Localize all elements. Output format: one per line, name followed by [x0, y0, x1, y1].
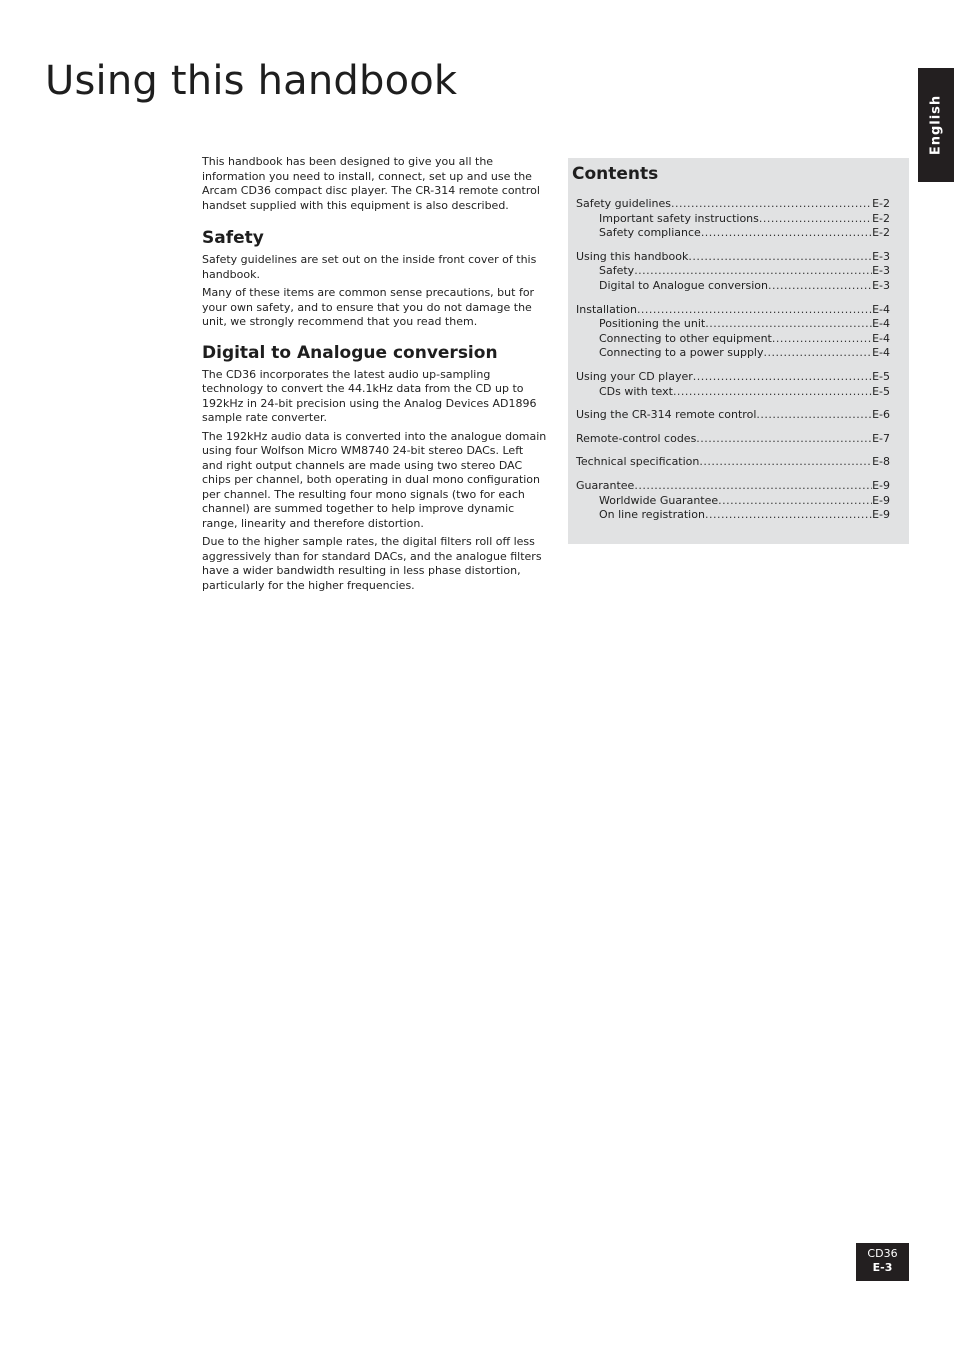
- toc-entry[interactable]: [576, 303, 890, 318]
- toc-entry-label: Connecting to a power supply: [599, 346, 764, 360]
- toc-entry[interactable]: [576, 370, 890, 385]
- toc-group: [576, 303, 890, 361]
- dac-paragraph: The CD36 incorporates the latest audio up-sampling technology to convert the 44.1kHz data from the CD up to 192kHz in 24-bit precision using the Analog Devices AD1896 sample rate converter.: [202, 367, 537, 424]
- contents-title: Contents: [572, 164, 659, 184]
- toc-leader-dots: [701, 226, 872, 241]
- toc-subentry[interactable]: [576, 317, 890, 332]
- toc-group: [576, 250, 890, 294]
- toc-group: [576, 197, 890, 241]
- toc-entry-page: E-5: [872, 369, 890, 383]
- footer-model: CD36: [867, 1247, 898, 1260]
- toc-entry-page: E-9: [872, 478, 890, 492]
- language-tab-label: English: [928, 94, 944, 156]
- toc-entry-label: Using the CR-314 remote control: [576, 408, 757, 422]
- toc-entry[interactable]: [576, 408, 890, 423]
- language-tab: [918, 68, 954, 182]
- toc-entry-page: E-8: [872, 455, 890, 469]
- safety-paragraph: Safety guidelines are set out on the inside front cover of this handbook.: [202, 253, 537, 281]
- footer-page-number: E-3: [872, 1261, 893, 1274]
- toc-subentry[interactable]: [576, 212, 890, 227]
- safety-heading: Safety: [202, 228, 264, 248]
- toc-leader-dots: [693, 370, 872, 385]
- toc-entry-page: E-7: [872, 431, 890, 445]
- toc-entry-page: E-5: [872, 384, 890, 398]
- toc-leader-dots: [688, 250, 872, 265]
- toc-entry-page: E-2: [872, 211, 890, 225]
- toc-subentry[interactable]: [576, 385, 890, 400]
- toc-entry-page: E-2: [872, 226, 890, 240]
- toc-subentry[interactable]: [576, 332, 890, 347]
- toc-entry-label: Installation: [576, 302, 637, 316]
- toc-entry-label: Safety guidelines: [576, 197, 672, 210]
- toc-entry[interactable]: [576, 479, 890, 494]
- toc-entry-page: E-4: [872, 317, 890, 331]
- toc-leader-dots: [634, 479, 872, 494]
- toc-group: [576, 408, 890, 423]
- toc-entry[interactable]: [576, 455, 890, 470]
- toc-entry-page: E-3: [872, 278, 890, 292]
- toc-entry[interactable]: [576, 197, 890, 212]
- toc-entry-label: Using your CD player: [576, 369, 693, 383]
- toc-entry-label: Safety: [599, 264, 635, 278]
- toc-subentry[interactable]: [576, 264, 890, 279]
- toc-entry-label: Digital to Analogue conversion: [599, 278, 768, 292]
- dac-paragraph: The 192kHz audio data is converted into the analogue domain using four Wolfson Micro WM8740 24-bit stereo DACs. Left and right output channels are made using two stereo DAC chips per channel, both operating in dual mono configuration per channel. The resulting four mono signals (two for each channel) are summed together to help improve dynamic range, linearity and therefore distortion.: [202, 429, 547, 530]
- toc-entry-page: E-6: [872, 408, 890, 422]
- toc-group: [576, 479, 890, 523]
- toc-subentry[interactable]: [576, 279, 890, 294]
- dac-heading: Digital to Analogue conversion: [202, 342, 498, 363]
- toc-leader-dots: [671, 197, 872, 212]
- toc-leader-dots: [772, 332, 872, 347]
- toc-subentry[interactable]: [576, 508, 890, 523]
- toc-entry-page: E-9: [872, 508, 890, 522]
- toc-leader-dots: [764, 346, 873, 361]
- toc-leader-dots: [759, 212, 872, 227]
- toc-leader-dots: [637, 303, 872, 318]
- toc-entry-label: Important safety instructions: [599, 211, 759, 225]
- toc-group: [576, 455, 890, 470]
- toc-leader-dots: [705, 508, 872, 523]
- toc-entry-page: E-3: [872, 264, 890, 278]
- toc-entry-page: E-4: [872, 331, 890, 345]
- toc-entry-label: Guarantee: [576, 478, 635, 492]
- toc-leader-dots: [705, 317, 872, 332]
- toc-entry-label: Connecting to other equipment: [599, 331, 772, 345]
- table-of-contents: [576, 197, 890, 532]
- page-badge: [856, 1243, 909, 1281]
- toc-entry-label: CDs with text: [599, 384, 673, 398]
- contents-panel: [568, 158, 909, 544]
- toc-group: [576, 432, 890, 447]
- toc-entry-label: On line registration: [599, 508, 705, 522]
- toc-leader-dots: [768, 279, 872, 294]
- toc-leader-dots: [634, 264, 872, 279]
- toc-entry-page: E-2: [872, 197, 890, 210]
- toc-group: [576, 370, 890, 399]
- toc-subentry[interactable]: [576, 226, 890, 241]
- toc-subentry[interactable]: [576, 346, 890, 361]
- intro-paragraph: This handbook has been designed to give you all the information you need to install, connect, set up and use the Arcam CD36 compact disc player. The CR-314 remote control handset supplied with this equipment is also described.: [202, 155, 540, 212]
- toc-entry-label: Positioning the unit: [599, 317, 706, 331]
- safety-paragraph: Many of these items are common sense precautions, but for your own safety, and to ensure that you do not damage the unit, we strongly recommend that you read them.: [202, 286, 535, 328]
- toc-entry-label: Using this handbook: [576, 249, 689, 263]
- toc-entry[interactable]: [576, 250, 890, 265]
- toc-entry-label: Remote-control codes: [576, 431, 697, 445]
- toc-entry-page: E-4: [872, 346, 890, 360]
- toc-leader-dots: [756, 408, 872, 423]
- toc-leader-dots: [699, 455, 872, 470]
- dac-paragraph: Due to the higher sample rates, the digital filters roll off less aggressively than for standard DACs, and the analogue filters have a wider bandwidth resulting in less phase distortion, particularly for the higher frequencies.: [202, 535, 542, 592]
- toc-leader-dots: [673, 385, 872, 400]
- toc-entry-label: Worldwide Guarantee: [599, 493, 719, 507]
- toc-entry-label: Technical specification: [576, 455, 700, 469]
- main-column: [202, 155, 547, 597]
- toc-entry[interactable]: [576, 432, 890, 447]
- toc-leader-dots: [718, 494, 872, 509]
- page-title: Using this handbook: [45, 58, 458, 104]
- toc-leader-dots: [696, 432, 872, 447]
- toc-entry-page: E-3: [872, 249, 890, 263]
- toc-entry-page: E-4: [872, 302, 890, 316]
- toc-subentry[interactable]: [576, 494, 890, 509]
- toc-entry-page: E-9: [872, 493, 890, 507]
- toc-entry-label: Safety compliance: [599, 226, 701, 240]
